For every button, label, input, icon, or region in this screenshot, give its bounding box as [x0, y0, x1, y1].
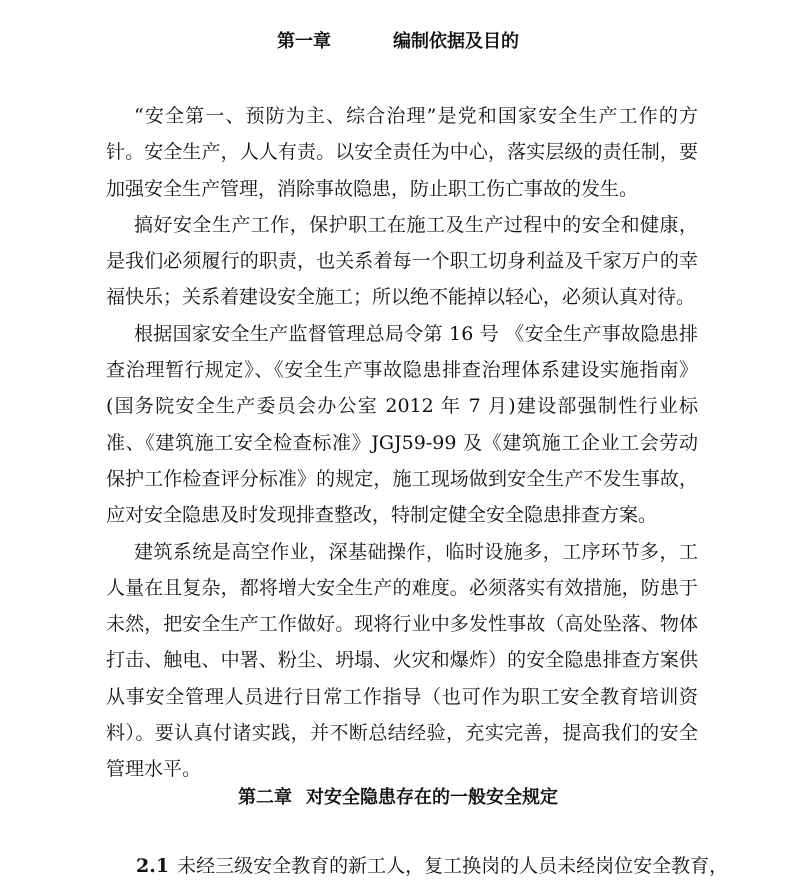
chapter-2-label: 第二章	[238, 787, 292, 808]
chapter-1-body	[106, 98, 698, 788]
paragraph-regulatory-basis: 根据国家安全生产监督管理总局令第 16 号 《安全生产事故隐患排查治理暂行规定》、《安全生产事故隐患排查治理体系建设实施指南》(国务院安全生产委员会办公室 2012 年 7 月)建设部强制性行业标准、《建筑施工安全检查标准》JGJ59-99 及《建筑施工企业工会劳动保护工作检查评分标准》的规定，施工现场做到安全生产不发生事故，应对安全隐患及时发现排查整改，特制定健全安全隐患排查方案。	[106, 322, 698, 527]
chapter-1-title: 编制依据及目的	[393, 31, 519, 52]
paragraph-worker-protection: 搞好安全生产工作，保护职工在施工及生产过程中的安全和健康，是我们必须履行的职责，也关系着每一个职工切身利益及千家万户的幸福快乐；关系着建设安全施工；所以绝不能掉以轻心，必须认真对待。	[106, 213, 698, 309]
chapter-1-heading	[0, 30, 796, 54]
clause-number: 2.1	[136, 855, 170, 877]
paragraph-safety-policy: “安全第一、预防为主、综合治理”是党和国家安全生产工作的方针。安全生产，人人有责。以安全责任为中心，落实层级的责任制，要加强安全生产管理，消除事故隐患，防止职工伤亡事故的发生。	[106, 105, 698, 200]
chapter-2-title: 对安全隐患存在的一般安全规定	[306, 787, 558, 808]
clause-text: 未经三级安全教育的新工人，复工换岗的人员未经岗位安全教育，	[177, 855, 729, 877]
clause-2-1	[136, 848, 728, 884]
chapter-1-label: 第一章	[277, 31, 331, 52]
paragraph-construction-hazards: 建筑系统是高空作业，深基础操作，临时设施多，工序环节多，工人量在且复杂，都将增大安全生产的难度。必须落实有效措施，防患于未然，把安全生产工作做好。现将行业中多发性事故（高处坠落、物体打击、触电、中署、粉尘、坍塌、火灾和爆炸）的安全隐患排查方案供从事安全管理人员进行日常工作指导（也可作为职工安全教育培训资料）。要认真付诸实践，并不断总结经验，充实完善，提高我们的安全管理水平。	[106, 540, 698, 781]
chapter-2-heading	[0, 786, 796, 810]
